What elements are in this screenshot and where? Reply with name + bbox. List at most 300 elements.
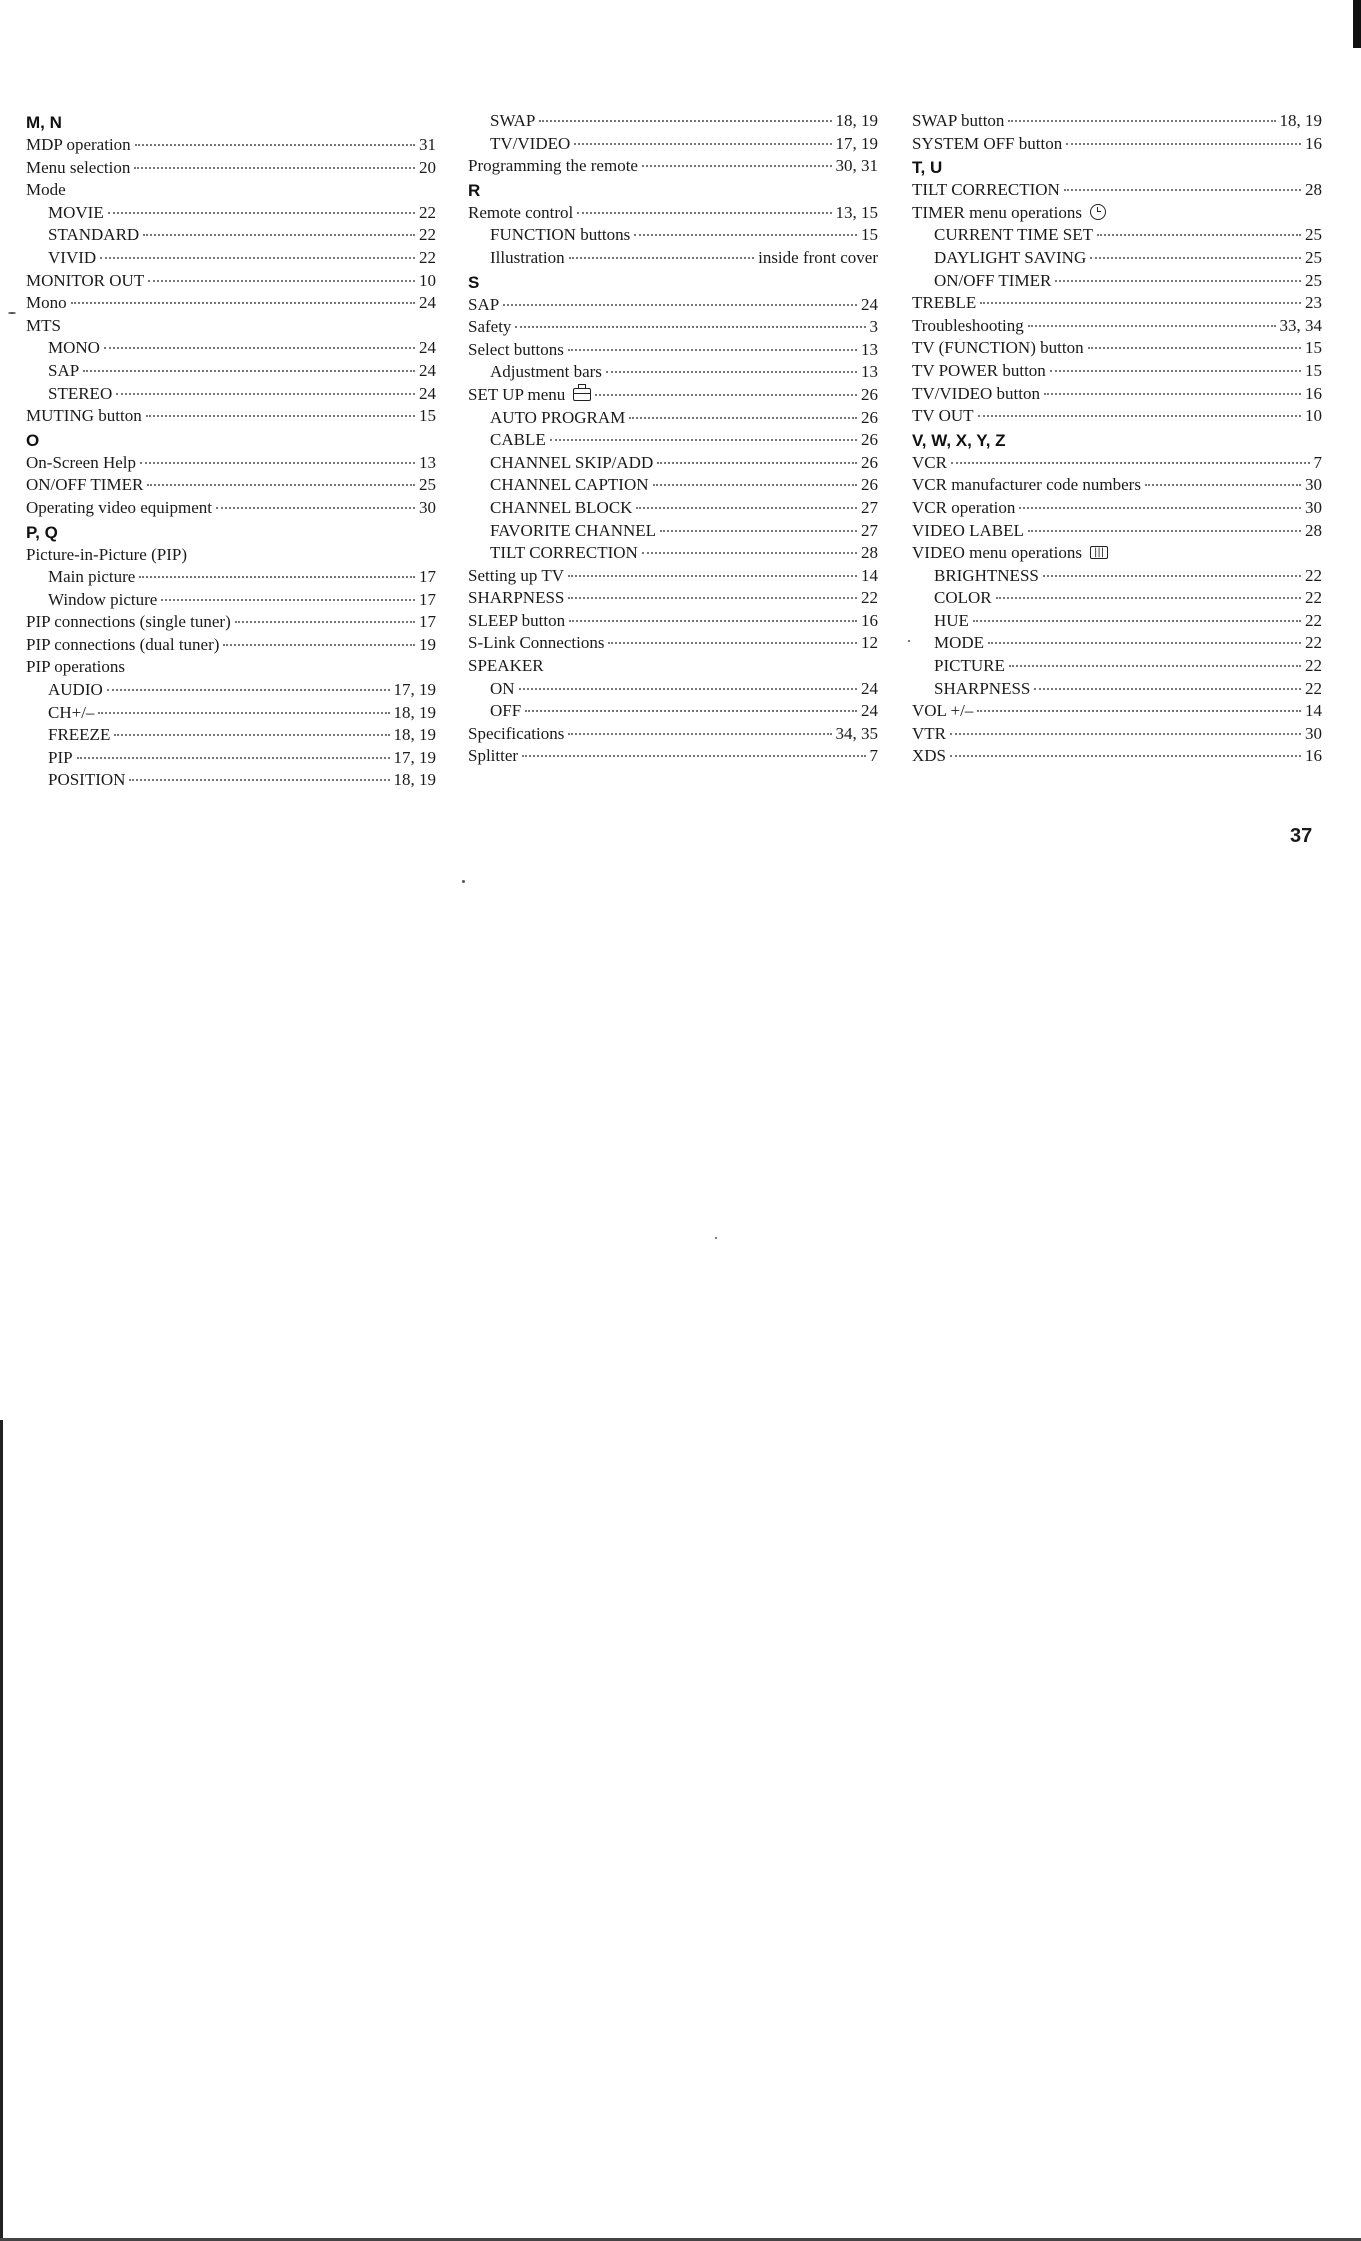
index-subentry [912, 247, 1322, 270]
index-entry [26, 315, 436, 338]
dot-leader [98, 712, 389, 714]
entry-page-numbers: 22 [1305, 565, 1322, 585]
entry-label: CHANNEL BLOCK [490, 497, 633, 517]
entry-label: TREBLE [912, 293, 977, 313]
dot-leader [503, 304, 857, 306]
entry-page-numbers: 22 [1305, 678, 1322, 698]
entry-label: TV POWER button [912, 360, 1046, 380]
entry-page-numbers: 31 [419, 135, 436, 154]
entry-label: CHANNEL CAPTION [490, 475, 649, 495]
entry-page-numbers: 27 [861, 497, 878, 517]
dot-leader [634, 234, 857, 236]
entry-page-numbers: 30 [1305, 723, 1322, 743]
entry-page-numbers: 22 [1305, 656, 1322, 676]
dot-leader [223, 644, 415, 646]
index-entry [912, 700, 1322, 723]
dot-leader [1064, 189, 1301, 191]
dot-leader [973, 620, 1301, 622]
dot-leader [569, 620, 857, 622]
index-subentry [468, 520, 878, 543]
dot-leader [522, 755, 865, 757]
dot-leader [135, 144, 415, 146]
entry-label: SAP [48, 360, 80, 380]
dot-leader [148, 280, 415, 282]
entry-label: Specifications [468, 723, 565, 743]
dot-leader [657, 462, 857, 464]
index-entry [912, 383, 1322, 406]
index-column-1 [26, 110, 436, 792]
dot-leader [608, 642, 857, 644]
entry-label: Menu selection [26, 157, 131, 177]
entry-label: MOVIE [48, 202, 104, 222]
index-entry [26, 179, 436, 202]
entry-page-numbers: 18, 19 [835, 111, 878, 130]
entry-label: CABLE [490, 430, 546, 450]
index-subentry [468, 224, 878, 247]
index-section-header: O [26, 430, 40, 450]
entry-label: SPEAKER [468, 656, 544, 676]
entry-label: MONITOR OUT [26, 270, 145, 290]
entry-page-numbers: 20 [419, 157, 436, 177]
index-entry [912, 360, 1322, 383]
index-entry [912, 452, 1322, 475]
index-entry [468, 316, 878, 339]
dot-leader [83, 370, 415, 372]
index-entry [468, 339, 878, 362]
entry-page-numbers: 24 [861, 701, 878, 721]
entry-label: COLOR [934, 588, 992, 608]
dot-leader [1090, 257, 1301, 259]
entry-label: S-Link Connections [468, 633, 605, 653]
entry-page-numbers: 24 [419, 383, 436, 403]
entry-label: TV/VIDEO [490, 133, 571, 153]
dot-leader [1066, 143, 1301, 145]
dot-leader [107, 689, 390, 691]
index-entry [912, 723, 1322, 746]
entry-label: SLEEP button [468, 610, 566, 630]
entry-label: Select buttons [468, 339, 564, 359]
index-entry [26, 405, 436, 428]
entry-page-numbers: 26 [861, 384, 878, 404]
entry-page-numbers: 13, 15 [835, 202, 878, 222]
entry-page-numbers: 15 [419, 406, 436, 426]
index-entry [912, 337, 1322, 360]
corner-registration-mark [1353, 0, 1361, 48]
dot-leader [216, 507, 415, 509]
dot-leader [1028, 530, 1301, 532]
dot-leader [653, 484, 857, 486]
entry-label: MTS [26, 315, 61, 335]
index-entry [26, 497, 436, 520]
toolbox-icon [573, 386, 591, 409]
index-entry [26, 634, 436, 657]
dot-leader [1019, 507, 1301, 509]
index-entry [468, 155, 878, 178]
entry-label: On-Screen Help [26, 452, 136, 472]
index-subentry [468, 678, 878, 701]
entry-page-numbers: 18, 19 [393, 702, 436, 722]
entry-page-numbers: 16 [1305, 133, 1322, 153]
dot-leader [108, 212, 415, 214]
entry-page-numbers: 10 [1305, 406, 1322, 426]
entry-page-numbers: 14 [861, 565, 878, 585]
entry-label: Adjustment bars [490, 362, 602, 382]
entry-label: PIP operations [26, 657, 126, 677]
entry-label: HUE [934, 610, 969, 630]
entry-label: FUNCTION buttons [490, 225, 631, 245]
index-entry [912, 474, 1322, 497]
entry-label: PIP [48, 747, 73, 767]
entry-page-numbers: 27 [861, 520, 878, 540]
index-subentry [912, 224, 1322, 247]
dot-leader [1097, 234, 1301, 236]
dot-leader [116, 393, 415, 395]
index-entry [468, 565, 878, 588]
dot-leader [77, 757, 390, 759]
entry-label: AUTO PROGRAM [490, 407, 626, 427]
index-subentry [26, 724, 436, 747]
index-section-header: S [468, 272, 480, 292]
entry-label: Main picture [48, 567, 136, 587]
index-entry [26, 157, 436, 180]
dot-leader [977, 710, 1301, 712]
index-entry [912, 405, 1322, 428]
index-subentry [26, 383, 436, 406]
dot-leader [642, 552, 857, 554]
index-entry [912, 292, 1322, 315]
entry-page-numbers: 17 [419, 567, 436, 587]
index-entry [468, 202, 878, 225]
index-subentry [26, 247, 436, 270]
dot-leader [1044, 393, 1301, 395]
entry-page-numbers: 25 [1305, 225, 1322, 245]
entry-label: XDS [912, 746, 947, 766]
entry-label: SET UP menu [468, 384, 566, 404]
entry-label: Operating video equipment [26, 497, 213, 517]
entry-label: TV/VIDEO button [912, 383, 1040, 403]
entry-page-numbers: 13 [419, 452, 436, 472]
entry-page-numbers: inside front cover [758, 247, 878, 267]
dot-leader [161, 599, 415, 601]
entry-label: DAYLIGHT SAVING [934, 247, 1087, 267]
entry-label: MODE [934, 633, 985, 653]
entry-page-numbers: 24 [419, 293, 436, 313]
entry-page-numbers: 30 [419, 497, 436, 517]
dot-leader [996, 597, 1301, 599]
scan-left-edge [0, 1420, 3, 2241]
entry-page-numbers: 26 [861, 430, 878, 450]
index-entry [912, 133, 1322, 156]
entry-label: ON/OFF TIMER [26, 475, 144, 495]
entry-label: SWAP [490, 111, 536, 130]
dot-leader [606, 371, 857, 373]
entry-label: VIDEO menu operations [912, 543, 1082, 563]
index-entry [26, 134, 436, 157]
dot-leader [595, 394, 857, 396]
entry-label: CH+/– [48, 702, 95, 722]
index-entry [912, 110, 1322, 133]
entry-page-numbers: 25 [1305, 247, 1322, 267]
index-subentry [468, 133, 878, 156]
index-subentry [26, 224, 436, 247]
entry-page-numbers: 26 [861, 475, 878, 495]
index-subentry [468, 542, 878, 565]
entry-label: TV (FUNCTION) button [912, 338, 1084, 358]
entry-label: VOL +/– [912, 701, 974, 721]
entry-label: Setting up TV [468, 565, 565, 585]
entry-label: SAP [468, 294, 500, 314]
entry-label: CURRENT TIME SET [934, 225, 1093, 245]
dot-leader [71, 302, 415, 304]
scan-speck [908, 640, 910, 642]
dot-leader [978, 415, 1301, 417]
dot-leader [950, 733, 1301, 735]
index-subentry [468, 110, 878, 133]
entry-page-numbers: 18, 19 [1279, 111, 1322, 130]
index-subentry [912, 632, 1322, 655]
entry-page-numbers: 17, 19 [393, 680, 436, 700]
entry-label: MONO [48, 338, 100, 358]
entry-page-numbers: 13 [861, 339, 878, 359]
entry-label: TIMER menu operations [912, 202, 1082, 222]
entry-label: BRIGHTNESS [934, 565, 1039, 585]
entry-page-numbers: 7 [869, 746, 878, 766]
entry-page-numbers: 22 [1305, 588, 1322, 608]
index-entry [26, 611, 436, 634]
index-subentry [912, 587, 1322, 610]
index-entry [468, 632, 878, 655]
entry-label: VIVID [48, 247, 97, 267]
index-entry [912, 520, 1322, 543]
entry-page-numbers: 18, 19 [393, 770, 436, 790]
index-subentry [912, 655, 1322, 678]
entry-page-numbers: 26 [861, 452, 878, 472]
dot-leader [550, 439, 857, 441]
dot-leader [1145, 484, 1301, 486]
index-entry [468, 745, 878, 768]
index-subentry [468, 407, 878, 430]
dot-leader [1050, 370, 1301, 372]
scan-speck [8, 312, 16, 314]
entry-page-numbers: 25 [419, 475, 436, 495]
entry-page-numbers: 30 [1305, 475, 1322, 495]
entry-page-numbers: 28 [861, 543, 878, 563]
entry-page-numbers: 16 [1305, 746, 1322, 766]
entry-label: ON [490, 678, 515, 698]
entry-page-numbers: 18, 19 [393, 725, 436, 745]
entry-page-numbers: 14 [1305, 701, 1322, 721]
entry-page-numbers: 3 [869, 317, 878, 337]
dot-leader [1009, 665, 1301, 667]
index-entry [912, 202, 1322, 225]
entry-page-numbers: 17, 19 [393, 747, 436, 767]
dot-leader [515, 326, 865, 328]
dot-leader [568, 349, 857, 351]
index-subentry [26, 679, 436, 702]
dot-leader [951, 462, 1310, 464]
index-entry [26, 474, 436, 497]
entry-page-numbers: 13 [861, 362, 878, 382]
dot-leader [525, 710, 857, 712]
index-entry [912, 315, 1322, 338]
dot-leader [1043, 575, 1301, 577]
dot-leader [139, 576, 415, 578]
entry-label: MUTING button [26, 406, 142, 426]
entry-page-numbers: 28 [1305, 180, 1322, 200]
entry-page-numbers: 10 [419, 270, 436, 290]
entry-page-numbers: 15 [861, 225, 878, 245]
entry-label: POSITION [48, 770, 126, 790]
index-subentry [468, 247, 878, 270]
entry-label: VCR [912, 452, 947, 472]
index-column-3 [912, 110, 1322, 768]
index-subentry [26, 337, 436, 360]
entry-page-numbers: 24 [419, 338, 436, 358]
entry-label: STEREO [48, 383, 113, 403]
index-entry [26, 544, 436, 567]
dot-leader [569, 257, 754, 259]
entry-page-numbers: 23 [1305, 293, 1322, 313]
dot-leader [235, 621, 415, 623]
entry-label: Mono [26, 293, 67, 313]
entry-label: Programming the remote [468, 156, 638, 176]
entry-label: AUDIO [48, 680, 103, 700]
entry-label: Splitter [468, 746, 519, 766]
entry-label: Illustration [490, 247, 565, 267]
dot-leader [950, 755, 1301, 757]
index-subentry [26, 360, 436, 383]
dot-leader [134, 167, 415, 169]
index-subentry [26, 747, 436, 770]
entry-label: SHARPNESS [934, 678, 1031, 698]
entry-label: PIP connections (single tuner) [26, 612, 231, 632]
page-number: 37 [1290, 825, 1313, 847]
entry-page-numbers: 28 [1305, 520, 1322, 540]
index-subentry [912, 610, 1322, 633]
index-section-header: R [468, 180, 481, 200]
dot-leader [140, 462, 415, 464]
index-entry [26, 452, 436, 475]
entry-page-numbers: 22 [419, 202, 436, 222]
index-subentry [912, 270, 1322, 293]
entry-page-numbers: 24 [419, 360, 436, 380]
index-subentry [468, 474, 878, 497]
entry-page-numbers: 22 [1305, 633, 1322, 653]
entry-page-numbers: 19 [419, 634, 436, 654]
entry-label: SHARPNESS [468, 588, 565, 608]
index-section-header: M, N [26, 113, 62, 132]
entry-label: VTR [912, 723, 946, 743]
index-subentry [26, 202, 436, 225]
entry-page-numbers: 26 [861, 407, 878, 427]
entry-label: STANDARD [48, 225, 140, 245]
entry-page-numbers: 17 [419, 612, 436, 632]
dot-leader [577, 212, 831, 214]
entry-label: MDP operation [26, 135, 131, 154]
dot-leader [988, 642, 1301, 644]
entry-page-numbers: 25 [1305, 270, 1322, 290]
entry-page-numbers: 17, 19 [835, 133, 878, 153]
index-subentry [468, 700, 878, 723]
index-subentry [468, 361, 878, 384]
entry-page-numbers: 22 [419, 225, 436, 245]
dot-leader [1088, 347, 1301, 349]
entry-label: CHANNEL SKIP/ADD [490, 452, 654, 472]
index-entry [912, 497, 1322, 520]
index-subentry [912, 678, 1322, 701]
entry-label: Mode [26, 180, 66, 200]
index-subentry [26, 589, 436, 612]
index-subentry [912, 565, 1322, 588]
index-section-header: V, W, X, Y, Z [912, 430, 1006, 450]
dot-leader [129, 779, 389, 781]
dot-leader [1008, 120, 1275, 122]
dot-leader [146, 415, 415, 417]
entry-label: TILT CORRECTION [490, 543, 638, 563]
entry-page-numbers: 30, 31 [835, 156, 878, 176]
entry-label: TILT CORRECTION [912, 180, 1060, 200]
dot-leader [104, 347, 415, 349]
dot-leader [1055, 280, 1301, 282]
dot-leader [1034, 688, 1301, 690]
index-section-header: P, Q [26, 522, 58, 542]
dot-leader [147, 484, 415, 486]
entry-page-numbers: 17 [419, 589, 436, 609]
entry-page-numbers: 15 [1305, 338, 1322, 358]
index-entry [468, 723, 878, 746]
dot-leader [143, 234, 415, 236]
entry-page-numbers: 24 [861, 678, 878, 698]
index-entry [468, 655, 878, 678]
entry-page-numbers: 12 [861, 633, 878, 653]
index-entry [26, 292, 436, 315]
index-subentry [468, 452, 878, 475]
scan-speck [715, 1237, 717, 1239]
dot-leader [574, 143, 831, 145]
index-subentry [26, 702, 436, 725]
index-column-2 [468, 110, 878, 768]
index-subentry [468, 497, 878, 520]
entry-page-numbers: 7 [1313, 452, 1322, 472]
entry-label: FAVORITE CHANNEL [490, 520, 657, 540]
scan-speck [462, 880, 465, 883]
entry-label: VIDEO LABEL [912, 520, 1024, 540]
entry-label: PICTURE [934, 656, 1005, 676]
entry-label: PIP connections (dual tuner) [26, 634, 220, 654]
dot-leader [519, 688, 857, 690]
dot-leader [980, 302, 1301, 304]
entry-page-numbers: 22 [861, 588, 878, 608]
index-entry [912, 745, 1322, 768]
entry-label: VCR manufacturer code numbers [912, 475, 1141, 495]
entry-label: Remote control [468, 202, 574, 222]
dot-leader [568, 733, 831, 735]
index-entry [468, 610, 878, 633]
dot-leader [642, 165, 832, 167]
entry-label: Safety [468, 317, 512, 337]
index-subentry [468, 429, 878, 452]
dot-leader [539, 120, 831, 122]
entry-page-numbers: 16 [861, 610, 878, 630]
entry-page-numbers: 34, 35 [835, 723, 878, 743]
dot-leader [1028, 325, 1276, 327]
entry-label: ON/OFF TIMER [934, 270, 1052, 290]
entry-label: SYSTEM OFF button [912, 133, 1063, 153]
index-entry [468, 587, 878, 610]
entry-label: FREEZE [48, 725, 111, 745]
dot-leader [568, 575, 857, 577]
dot-leader [660, 530, 857, 532]
